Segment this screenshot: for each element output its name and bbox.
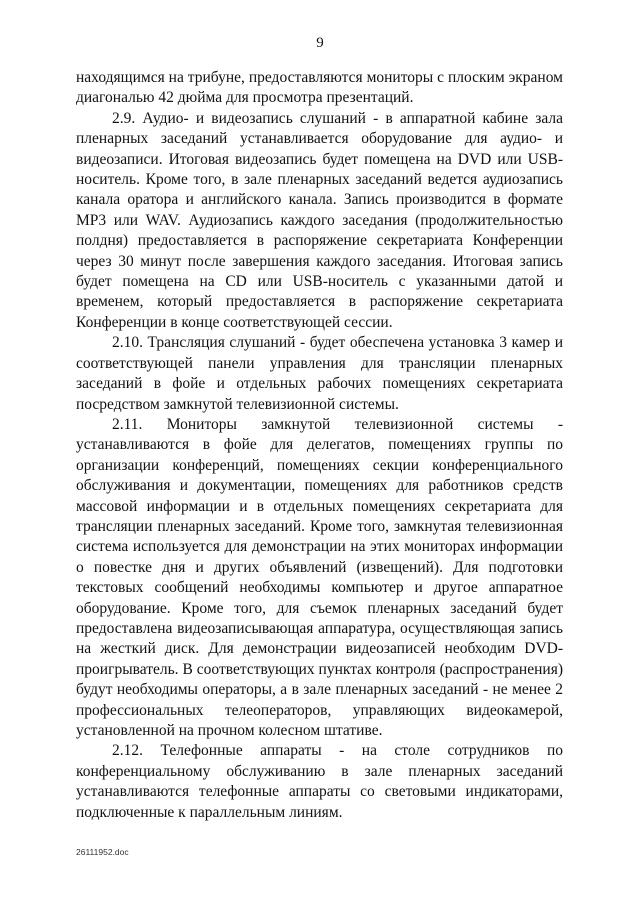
paragraph-2-9-audio-video-recording: 2.9. Аудио- и видеозапись слушаний - в аппаратной кабине зала пленарных заседаний устанавливается оборудование для аудио- и видеозаписи. Итоговая видеозапись будет помещена на DVD или USB-носитель. Кроме того, в зале пленарных заседаний ведется аудиозапись канала оратора и английского канала. Запись производится в формате MP3 или WAV. Аудиозапись каждого заседания (продолжительностью полдня) предоставляется в распоряжение секретариата Конференции через 30 минут после завершения каждого заседания. Итоговая запись будет помещена на CD или USB-носитель с указанными датой и временем, который предоставляется в распоряжение секретариата Конференции в конце соответствующей сессии.: [76, 109, 563, 331]
paragraph-2-12-telephones: 2.12. Телефонные аппараты - на столе сотрудников по конференциальному обслуживанию в зале пленарных заседаний устанавливаются телефонные аппараты со световыми индикаторами, подключенные к параллельным линиям.: [76, 742, 563, 821]
paragraph-2-10-broadcast: 2.10. Трансляция слушаний - будет обеспечена установка 3 камер и соответствующей панели управления для трансляции пленарных заседаний в фойе и отдельных рабочих помещениях секретариата посредством замкнутой телевизионной системы.: [76, 334, 563, 413]
page-number: 9: [316, 35, 324, 51]
paragraph-continuation: находящимся на трибуне, предоставляются мониторы с плоским экраном диагональю 42 дюйма для просмотра презентаций.: [76, 69, 563, 107]
document-footer-id: 26111952.doc: [76, 847, 129, 857]
paragraph-2-11-cctv-monitors: 2.11. Мониторы замкнутой телевизионной системы - устанавливаются в фойе для делегатов, помещениях группы по организации конференций, помещениях секции конференциального обслуживания и документации, помещениях для работников средств массовой информации и в отдельных помещениях секретариата для трансляции пленарных заседаний. Кроме того, замкнутая телевизионная система используется для демонстрации на этих мониторах информации о повестке дня и других объявлений (извещений). Для подготовки текстовых сообщений необходимы компьютер и другое аппаратное оборудование. Кроме того, для съемок пленарных заседаний будет предоставлена видеозаписывающая аппаратура, осуществляющая запись на жесткий диск. Для демонстрации видеозаписей необходим DVD-проигрыватель. В соответствующих пунктах контроля (распространения) будут необходимы операторы, а в зале пленарных заседаний - не менее 2 профессиональных телеоператоров, управляющих видеокамерой, установленной на прочном колесном штативе.: [76, 415, 563, 739]
document-body: [76, 68, 563, 823]
